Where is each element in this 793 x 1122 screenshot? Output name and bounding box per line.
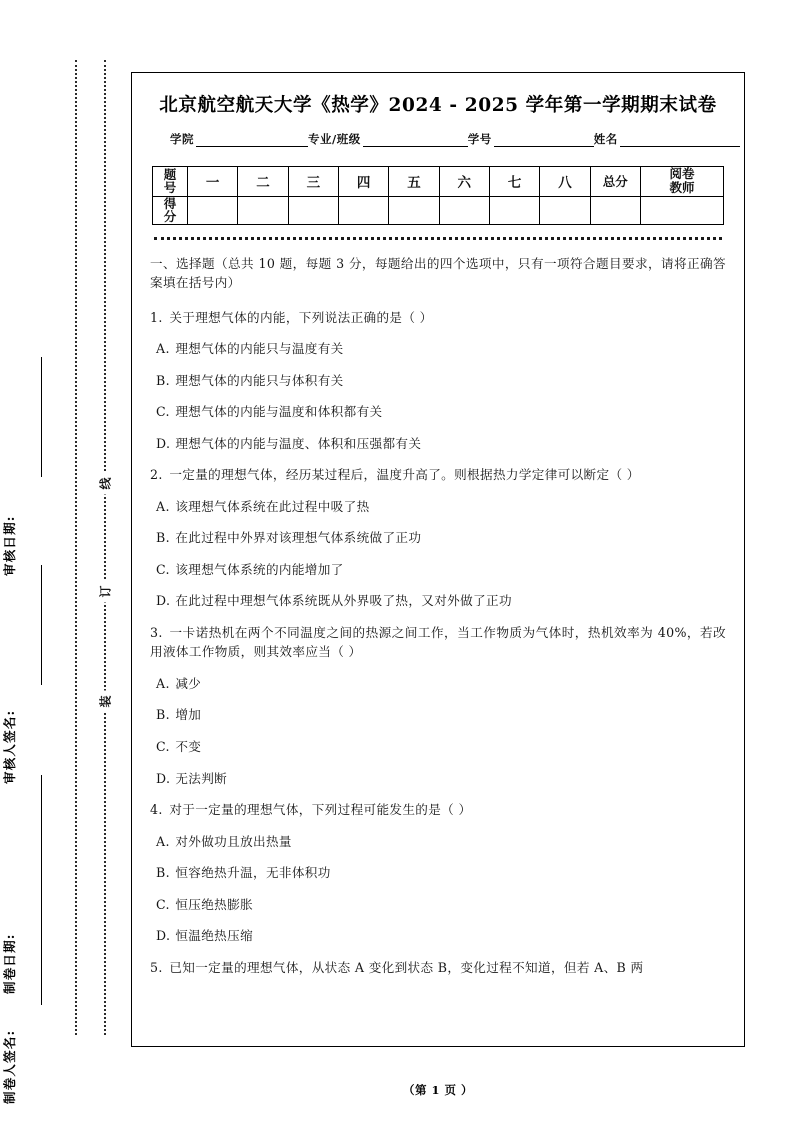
field-student-id[interactable]: [468, 131, 594, 147]
field-major-class-label: 专业/班级: [308, 132, 361, 146]
field-major-class[interactable]: [308, 131, 468, 147]
margin-label-text: 审核人签名:: [2, 709, 17, 784]
option-a[interactable]: [156, 497, 726, 517]
fold-char-1: 线: [94, 473, 117, 495]
option-mark: C.: [156, 896, 170, 912]
margin-label-text: 制卷日期:: [2, 933, 17, 994]
option-mark: A.: [156, 341, 170, 357]
section-heading-1: 一、选择题（总共 10 题，每题 3 分，每题给出的四个选项中，只有一项符合题目要求，请将正确答案填在括号内）: [150, 255, 726, 291]
margin-label-rule: [41, 775, 42, 895]
option-a[interactable]: [156, 832, 726, 852]
student-info-row: [170, 131, 722, 147]
option-text: 理想气体的内能只与体积有关: [171, 372, 344, 388]
question-2: [150, 465, 726, 485]
field-student-id-blank[interactable]: [494, 134, 594, 147]
field-name-blank[interactable]: [620, 134, 740, 147]
option-text: 在此过程中外界对该理想气体系统做了正功: [171, 530, 422, 546]
score-table-col-header-9: 总分: [590, 167, 640, 197]
score-table-col-header-5: 五: [389, 167, 439, 197]
grader-cell[interactable]: [641, 196, 724, 224]
option-mark: A.: [156, 498, 170, 514]
option-mark: B.: [156, 372, 170, 388]
score-table-grader-header: 阅卷 教师: [641, 167, 724, 197]
option-text: 恒容绝热升温，无非体积功: [171, 865, 331, 881]
option-d[interactable]: [156, 434, 726, 454]
option-d[interactable]: [156, 926, 726, 946]
option-c[interactable]: [156, 737, 726, 757]
question-number: 3.: [150, 624, 163, 640]
option-a[interactable]: [156, 674, 726, 694]
fold-line-inner: [104, 60, 106, 1035]
option-mark: C.: [156, 404, 170, 420]
option-d[interactable]: [156, 769, 726, 789]
score-table-col-header-3: 三: [288, 167, 338, 197]
margin-label-text: 审核日期:: [2, 515, 17, 576]
fold-line-outer: [75, 60, 77, 1035]
option-c[interactable]: [156, 560, 726, 580]
score-table-rowhead-number: 题 号: [153, 167, 188, 197]
option-mark: C.: [156, 739, 170, 754]
score-cell-4[interactable]: [338, 196, 388, 224]
margin-label-rule: [41, 885, 42, 1005]
option-b[interactable]: [156, 705, 726, 725]
question-stem: 对于一定量的理想气体，下列过程可能发生的是（ ）: [165, 802, 472, 818]
option-text: 该理想气体系统在此过程中吸了热: [171, 498, 370, 514]
option-b[interactable]: [156, 528, 726, 548]
question-5: [150, 958, 726, 978]
dotted-separator: [154, 237, 722, 240]
exam-body: [150, 254, 726, 977]
score-cell-6[interactable]: [439, 196, 489, 224]
option-mark: D.: [156, 928, 171, 944]
score-table-col-header-1: 一: [188, 167, 238, 197]
question-number: 5.: [150, 959, 163, 975]
option-text: 无法判断: [171, 770, 228, 786]
option-mark: D.: [156, 770, 171, 786]
page-title: 北京航空航天大学《热学》2024 - 2025 学年第一学期期末试卷: [159, 95, 717, 116]
fold-char-2: 订: [94, 581, 117, 603]
option-d[interactable]: [156, 591, 726, 611]
option-text: 理想气体的内能与温度、体积和压强都有关: [171, 435, 422, 451]
question-stem: 一定量的理想气体，经历某过程后，温度升高了。则根据热力学定律可以断定（ ）: [165, 467, 640, 483]
margin-label-4: [0, 780, 18, 1110]
score-cell-7[interactable]: [489, 196, 539, 224]
question-stem: 已知一定量的理想气体，从状态 A 变化到状态 B，变化过程不知道，但若 A、B 两: [165, 959, 644, 975]
option-mark: D.: [156, 593, 171, 609]
option-text: 增加: [171, 707, 202, 723]
option-c[interactable]: [156, 402, 726, 422]
question-1: [150, 308, 726, 328]
score-cell-9[interactable]: [590, 196, 640, 224]
field-student-id-label: 学号: [467, 132, 492, 146]
question-stem: 一卡诺热机在两个不同温度之间的热源之间工作，当工作物质为气体时，热机效率为 40%，若改用液体工作物质，则其效率应当（ ）: [150, 624, 726, 660]
option-text: 该理想气体系统的内能增加了: [171, 561, 344, 577]
field-college-blank[interactable]: [196, 134, 308, 147]
score-table-score-row: [153, 196, 724, 224]
question-3: [150, 623, 726, 662]
option-text: 对外做功且放出热量: [171, 833, 292, 849]
question-number: 1.: [150, 309, 163, 325]
option-a[interactable]: [156, 339, 726, 359]
option-b[interactable]: [156, 371, 726, 391]
option-mark: D.: [156, 435, 171, 451]
field-name-label: 姓名: [593, 132, 618, 146]
question-4: [150, 800, 726, 820]
score-table-col-header-4: 四: [338, 167, 388, 197]
score-table-rowhead-score: 得 分: [153, 196, 188, 224]
score-table: [152, 166, 724, 225]
option-c[interactable]: [156, 895, 726, 915]
option-text: 不变: [171, 739, 202, 754]
option-text: 减少: [171, 675, 202, 691]
score-table-col-header-8: 八: [540, 167, 590, 197]
score-table-col-header-6: 六: [439, 167, 489, 197]
option-text: 恒温绝热压缩: [171, 928, 254, 944]
page-footer: （第 1 页 ）: [402, 1083, 473, 1097]
score-table-col-header-7: 七: [489, 167, 539, 197]
option-mark: B.: [156, 530, 170, 546]
option-b[interactable]: [156, 863, 726, 883]
option-text: 理想气体的内能只与温度有关: [171, 341, 344, 357]
option-text: 理想气体的内能与温度和体积都有关: [171, 404, 383, 420]
field-name[interactable]: [594, 131, 740, 147]
margin-label-text: 制卷人签名:: [2, 1029, 17, 1104]
field-college[interactable]: [170, 131, 308, 147]
option-mark: A.: [156, 833, 170, 849]
option-mark: B.: [156, 707, 170, 723]
score-cell-5[interactable]: [389, 196, 439, 224]
score-cell-2[interactable]: [238, 196, 288, 224]
option-text: 在此过程中理想气体系统既从外界吸了热，又对外做了正功: [171, 593, 512, 609]
option-text: 恒压绝热膨胀: [171, 896, 254, 912]
option-mark: A.: [156, 675, 170, 691]
option-mark: B.: [156, 865, 170, 881]
score-cell-3[interactable]: [288, 196, 338, 224]
option-mark: C.: [156, 561, 170, 577]
score-table-col-header-2: 二: [238, 167, 288, 197]
question-number: 4.: [150, 802, 163, 818]
fold-char-3: 装: [94, 691, 117, 713]
question-number: 2.: [150, 467, 163, 483]
binding-margin: [0, 0, 125, 1122]
question-stem: 关于理想气体的内能，下列说法正确的是（ ）: [165, 309, 433, 325]
margin-label-rule: [41, 357, 42, 477]
score-cell-8[interactable]: [540, 196, 590, 224]
exam-paper-frame: [131, 72, 745, 1047]
field-major-class-blank[interactable]: [363, 134, 468, 147]
field-college-label: 学院: [170, 132, 194, 146]
margin-label-rule: [41, 565, 42, 685]
score-cell-1[interactable]: [188, 196, 238, 224]
score-table-header-row: [153, 167, 724, 197]
